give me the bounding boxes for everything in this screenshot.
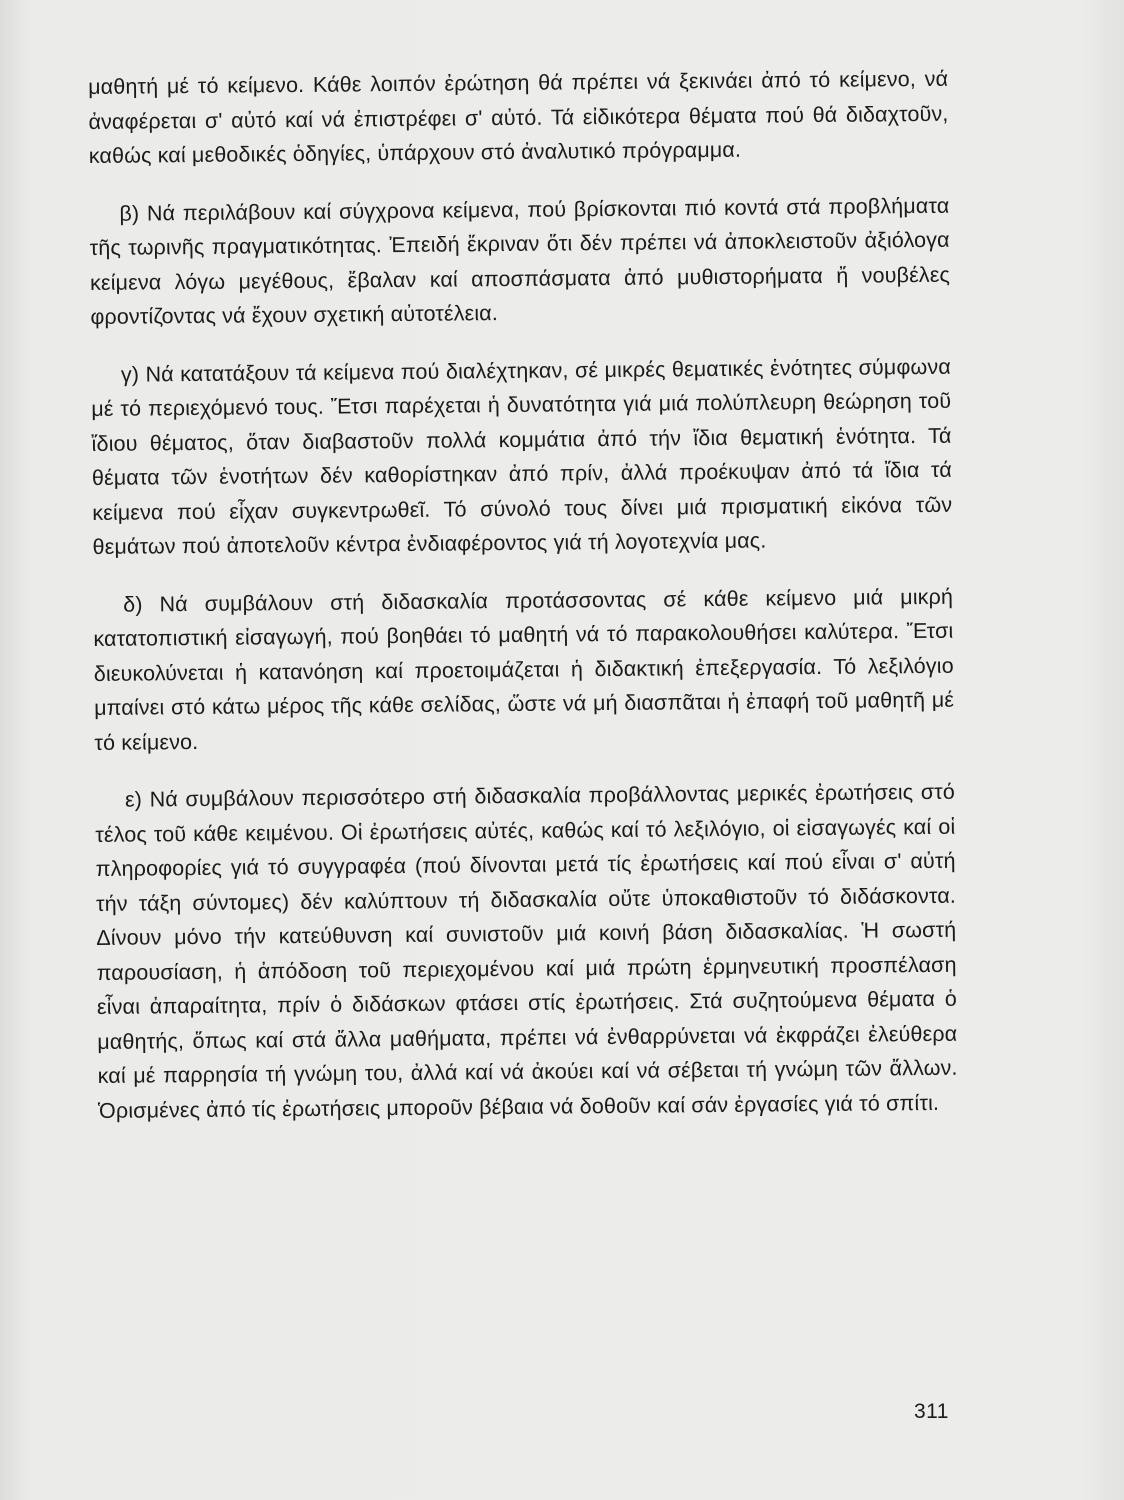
paragraph-continuation: μαθητή μέ τό κείμενο. Κάθε λοιπόν ἐρώτηση θά πρέπει νά ξεκινάει ἀπό τό κείμενο, νά ἀναφέρεται σ' αὐτό καί νά ἐπιστρέφει σ' αὐτό. Τά εἰδικότερα θέματα πού θά διδαχτοῦν, καθώς καί μεθοδικές ὁδηγίες, ὑπάρχουν στό ἀναλυτικό πρόγραμμα. [88, 66, 949, 168]
page-number: 311 [914, 1400, 949, 1423]
paragraph-item-c: γ) Νά κατατάξουν τά κείμενα πού διαλέχτηκαν, σέ μικρές θεματικές ἑνότητες σύμφωνα μέ τό περιεχόμενό τους. Ἔτσι παρέχεται ἡ δυνατότητα γιά μιά πολύπλευρη θεώρηση τοῦ ἴδιου θέματος, ὅταν διαβαστοῦν πολλά κομμάτια ἀπό τήν ἴδια θεματική ἑνότητα. Τά θέματα τῶν ἑνοτήτων δέν καθορίστηκαν ἀπό πρίν, ἀλλά προέκυψαν ἀπό τά ἴδια τά κείμενα πού εἶχαν συγκεντρωθεῖ. Τό σύνολό τους δίνει μιά πρισματική εἰκόνα τῶν θεμάτων πού ἀποτελοῦν κέντρα ἐνδιαφέροντος γιά τή λογοτεχνία μας. [91, 354, 953, 559]
paragraph-item-d: δ) Νά συμβάλουν στή διδασκαλία προτάσσοντας σέ κάθε κείμενο μιά μικρή κατατοπιστική εἰσαγωγή, πού βοηθάει τό μαθητή νά τό παρακολουθήσει καλύτερα. Ἔτσι διευκολύνεται ἡ κατανόηση καί προετοιμάζεται ἡ διδακτική ἐπεξεργασία. Τό λεξιλόγιο μπαίνει στό κάτω μέρος τῆς κάθε σελίδας, ὥστε νά μή διασπᾶται ἡ ἐπαφή τοῦ μαθητῆ μέ τό κείμενο. [93, 584, 955, 755]
paragraph-item-b: β) Νά περιλάβουν καί σύγχρονα κείμενα, πού βρίσκονται πιό κοντά στά προβλήματα τῆς τωρινῆς πραγματικότητας. Ἐπειδή ἔκριναν ὅτι δέν πρέπει νά ἀποκλειστοῦν ἀξιόλογα κείμενα λόγω μεγέθους, ἔβαλαν καί αποσπάσματα ἀπό μυθιστορήματα ἤ νουβέλες φροντίζοντας νά ἔχουν σχετική αὐτοτέλεια. [89, 193, 951, 329]
body-text [88, 62, 958, 1151]
paragraph-item-e: ε) Νά συμβάλουν περισσότερο στή διδασκαλία προβάλλοντας μερικές ἐρωτήσεις στό τέλος τοῦ κάθε κειμένου. Οἱ ἐρωτήσεις αὐτές, καθώς καί τό λεξιλόγιο, οἱ εἰσαγωγές καί οἱ πληροφορίες γιά τό συγγραφέα (πού δίνονται μετά τίς ἐρωτήσεις καί πού εἶναι σ' αὐτή τήν τάξη σύντομες) δέν καλύπτουν τή διδασκαλία οὔτε ὑποκαθιστοῦν τό διδάσκοντα. Δίνουν μόνο τήν κατεύθυνση καί συνιστοῦν μιά κοινή βάση διδασκαλίας. Ἡ σωστή παρουσίαση, ἡ ἀπόδοση τοῦ περιεχομένου καί μιά πρώτη ἑρμηνευτική προσπέλαση εἶναι ἀπαραίτητα, πρίν ὁ διδάσκων φτάσει στίς ἐρωτήσεις. Στά συζητούμενα θέματα ὁ μαθητής, ὅπως καί στά ἄλλα μαθήματα, πρέπει νά ἐνθαρρύνεται νά ἐκφράζει ἐλεύθερα καί μέ παρρησία τή γνώμη του, ἀλλά καί νά ἀκούει καί νά σέβεται τή γνώμη τῶν ἄλλων. Ὁρισμένες ἀπό τίς ἐρωτήσεις μποροῦν βέβαια νά δοθοῦν καί σάν ἐργασίες γιά τό σπίτι. [95, 779, 958, 1123]
